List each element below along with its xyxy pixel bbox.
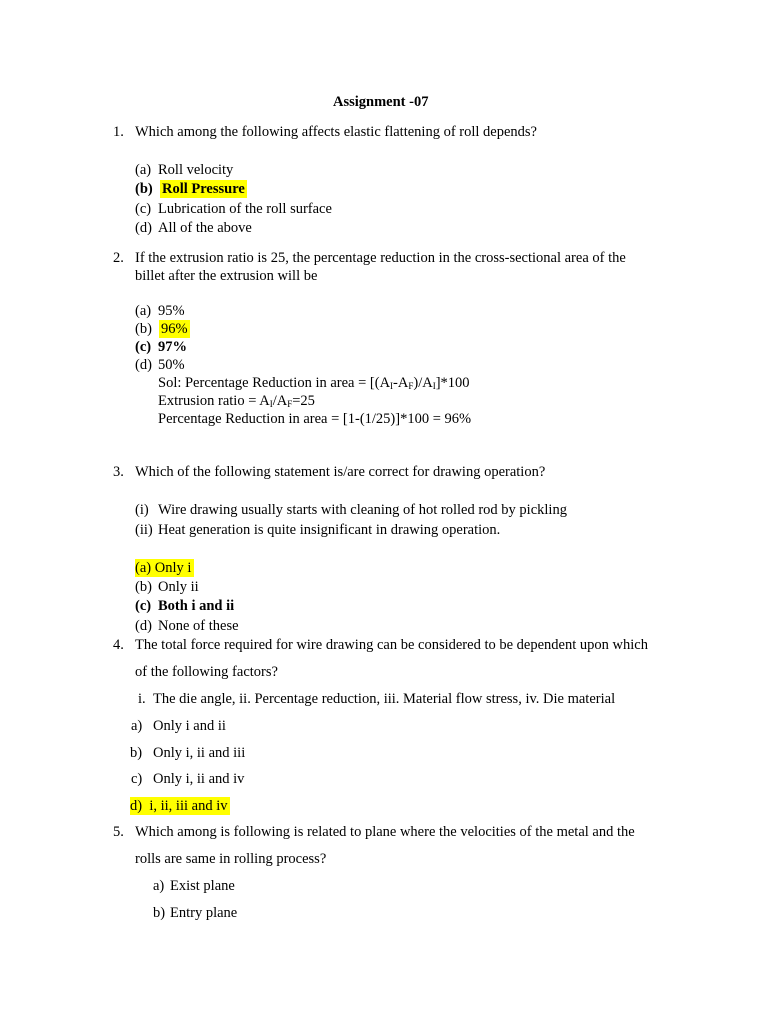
option-text: Entry plane — [170, 905, 238, 921]
statement-text: Heat generation is quite insignificant in drawing operation. — [158, 522, 501, 538]
option-text: 50% — [158, 357, 185, 373]
question-text: of the following factors? — [135, 664, 278, 680]
option-label: (d) — [135, 220, 152, 236]
option-label: (a) — [135, 560, 152, 576]
question-number: 2. — [113, 250, 124, 266]
option-text: Roll velocity — [158, 162, 234, 178]
question-text: Which among the following affects elastic flattening of roll depends? — [135, 124, 537, 140]
option-text: Only i, ii and iii — [153, 745, 246, 761]
option-text: Only i, ii and iv — [153, 771, 245, 787]
option-label: (c) — [135, 598, 152, 614]
solution-line-1: Sol: Percentage Reduction in area = $[(A_I-A_F)/A_I]*100$ — [158, 375, 470, 391]
factors-number: i. — [138, 691, 146, 707]
option-label: (b) — [135, 181, 153, 197]
option-label: b) — [130, 745, 143, 761]
solution-line-3: Percentage Reduction in area = [1-(1/25)]*100 = 96% — [158, 411, 472, 427]
solution-line-2: Extrusion ratio = $A_I/A_F=25$ — [158, 393, 315, 409]
question-text: billet after the extrusion will be — [135, 268, 318, 284]
statement-label: (ii) — [135, 522, 153, 538]
question-number: 5. — [113, 824, 124, 840]
option-label: (d) — [135, 618, 152, 634]
option-text: None of these — [158, 618, 239, 634]
question-text: The total force required for wire drawing can be considered to be dependent upon which — [135, 637, 648, 653]
option-highlight — [130, 797, 230, 815]
statement-label: (i) — [135, 502, 149, 518]
option-text-highlight: 96% — [161, 321, 188, 337]
option-label: a) — [131, 718, 143, 734]
option-text: Both i and ii — [158, 598, 235, 614]
option-text: Lubrication of the roll surface — [158, 201, 332, 217]
factors-text: The die angle, ii. Percentage reduction, iii. Material flow stress, iv. Die material — [153, 691, 616, 707]
question-number: 3. — [113, 464, 124, 480]
page-title: Assignment -07 — [333, 94, 429, 110]
option-label: (d) — [135, 357, 152, 373]
option-label: (c) — [135, 339, 152, 355]
option-label: (b) — [135, 579, 152, 595]
option-label: (c) — [135, 201, 152, 217]
question-number: 4. — [113, 637, 124, 653]
question-number: 1. — [113, 124, 124, 140]
option-text: 97% — [158, 339, 187, 355]
option-text: i, ii, iii and iv — [149, 798, 228, 814]
option-text: Only i — [154, 560, 192, 576]
option-highlight — [135, 559, 194, 577]
statement-text: Wire drawing usually starts with cleaning of hot rolled rod by pickling — [158, 502, 567, 518]
option-text: 95% — [158, 303, 185, 319]
option-label: (b) — [135, 321, 152, 337]
question-text: Which of the following statement is/are correct for drawing operation? — [135, 464, 546, 480]
option-text: Only ii — [158, 579, 199, 595]
option-label: c) — [131, 771, 143, 787]
question-text: If the extrusion ratio is 25, the percentage reduction in the cross-sectional area of the — [135, 250, 626, 266]
option-text: Exist plane — [170, 878, 235, 894]
option-label: (a) — [135, 303, 152, 319]
option-label: a) — [153, 878, 165, 894]
question-text: Which among is following is related to plane where the velocities of the metal and the — [135, 824, 635, 840]
option-label: b) — [153, 905, 166, 921]
option-text: All of the above — [158, 220, 252, 236]
option-text: Only i and ii — [153, 718, 226, 734]
question-text: rolls are same in rolling process? — [135, 851, 327, 867]
option-text-correct-highlight: Roll Pressure — [162, 181, 245, 197]
option-label: (a) — [135, 162, 152, 178]
option-label: d) — [130, 798, 143, 814]
